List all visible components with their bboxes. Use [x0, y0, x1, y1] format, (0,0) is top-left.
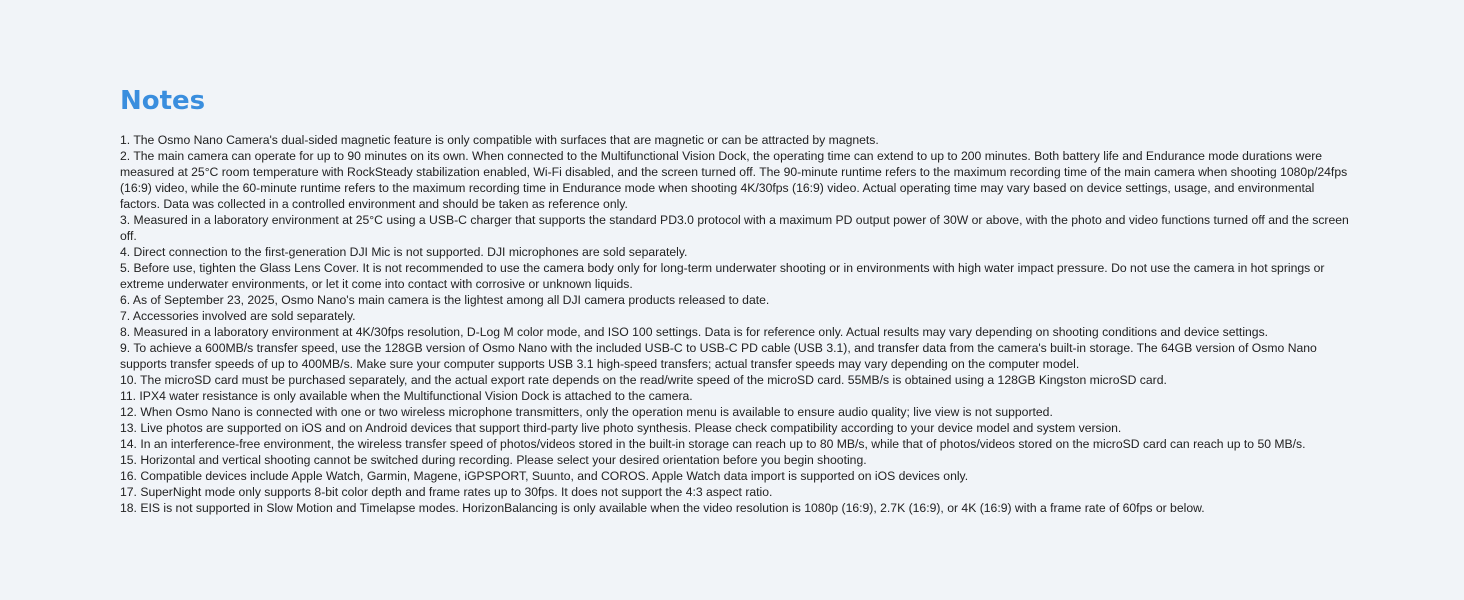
note-item-10: 10. The microSD card must be purchased separately, and the actual export rate depends on the read/write speed of the microSD card. 55MB/s is obtained using a 128GB Kingston microSD card. — [120, 373, 1167, 387]
note-item-2: 2. The main camera can operate for up to 90 minutes on its own. When connected to the Multifunctional Vision Dock, the operating time can extend to up to 200 minutes. Both battery life and Endurance mode durations were measured at 25°C room temperature with RockSteady stabilization enabled, Wi-Fi disabled, and the screen turned off. The 90-minute runtime refers to the maximum recording time of the main camera when shooting 1080p/24fps (16:9) video, while the 60-minute runtime refers to the maximum recording time in Endurance mode when shooting 4K/30fps (16:9) video. Actual operating time may vary based on device settings, usage, and environmental factors. Data was collected in a controlled environment and should be taken as reference only. — [120, 149, 1348, 211]
note-item-4: 4. Direct connection to the first-generation DJI Mic is not supported. DJI microphones are sold separately. — [120, 245, 688, 259]
notes-list — [120, 132, 1350, 516]
notes-section — [120, 84, 1350, 516]
note-item-14: 14. In an interference-free environment, the wireless transfer speed of photos/videos stored in the built-in storage can reach up to 80 MB/s, while that of photos/videos stored on the microSD card can reach up to 50 MB/s. — [120, 437, 1306, 451]
note-item-15: 15. Horizontal and vertical shooting cannot be switched during recording. Please select your desired orientation before you begin shooting. — [120, 453, 867, 467]
note-item-7: 7. Accessories involved are sold separately. — [120, 309, 356, 323]
note-item-12: 12. When Osmo Nano is connected with one or two wireless microphone transmitters, only the operation menu is available to ensure audio quality; live view is not supported. — [120, 405, 1053, 419]
note-item-6: 6. As of September 23, 2025, Osmo Nano's main camera is the lightest among all DJI camera products released to date. — [120, 293, 770, 307]
note-item-5: 5. Before use, tighten the Glass Lens Cover. It is not recommended to use the camera body only for long-term underwater shooting or in environments with high water impact pressure. Do not use the camera in hot springs or extreme underwater environments, or let it come into contact with corrosive or unknown liquids. — [120, 261, 1325, 291]
note-item-1: 1. The Osmo Nano Camera's dual-sided magnetic feature is only compatible with surfaces that are magnetic or can be attracted by magnets. — [120, 133, 879, 147]
note-item-9: 9. To achieve a 600MB/s transfer speed, use the 128GB version of Osmo Nano with the included USB-C to USB-C PD cable (USB 3.1), and transfer data from the camera's built-in storage. The 64GB version of Osmo Nano supports transfer speeds of up to 400MB/s. Make sure your computer supports USB 3.1 high-speed transfers; actual transfer speeds may vary depending on the computer model. — [120, 341, 1317, 371]
note-item-13: 13. Live photos are supported on iOS and on Android devices that support third-party live photo synthesis. Please check compatibility according to your device model and system version. — [120, 421, 1122, 435]
note-item-11: 11. IPX4 water resistance is only available when the Multifunctional Vision Dock is attached to the camera. — [120, 389, 693, 403]
note-item-17: 17. SuperNight mode only supports 8-bit color depth and frame rates up to 30fps. It does not support the 4:3 aspect ratio. — [120, 485, 773, 499]
note-item-8: 8. Measured in a laboratory environment at 4K/30fps resolution, D-Log M color mode, and ISO 100 settings. Data is for reference only. Actual results may vary depending on shooting conditions and device settings. — [120, 325, 1269, 339]
note-item-16: 16. Compatible devices include Apple Watch, Garmin, Magene, iGPSPORT, Suunto, and COROS. Apple Watch data import is supported on iOS devices only. — [120, 469, 969, 483]
notes-title: Notes — [120, 86, 206, 116]
note-item-18: 18. EIS is not supported in Slow Motion and Timelapse modes. HorizonBalancing is only available when the video resolution is 1080p (16:9), 2.7K (16:9), or 4K (16:9) with a frame rate of 60fps or below. — [120, 501, 1205, 515]
note-item-3: 3. Measured in a laboratory environment at 25°C using a USB-C charger that supports the standard PD3.0 protocol with a maximum PD output power of 30W or above, with the photo and video functions turned off and the screen off. — [120, 213, 1349, 243]
